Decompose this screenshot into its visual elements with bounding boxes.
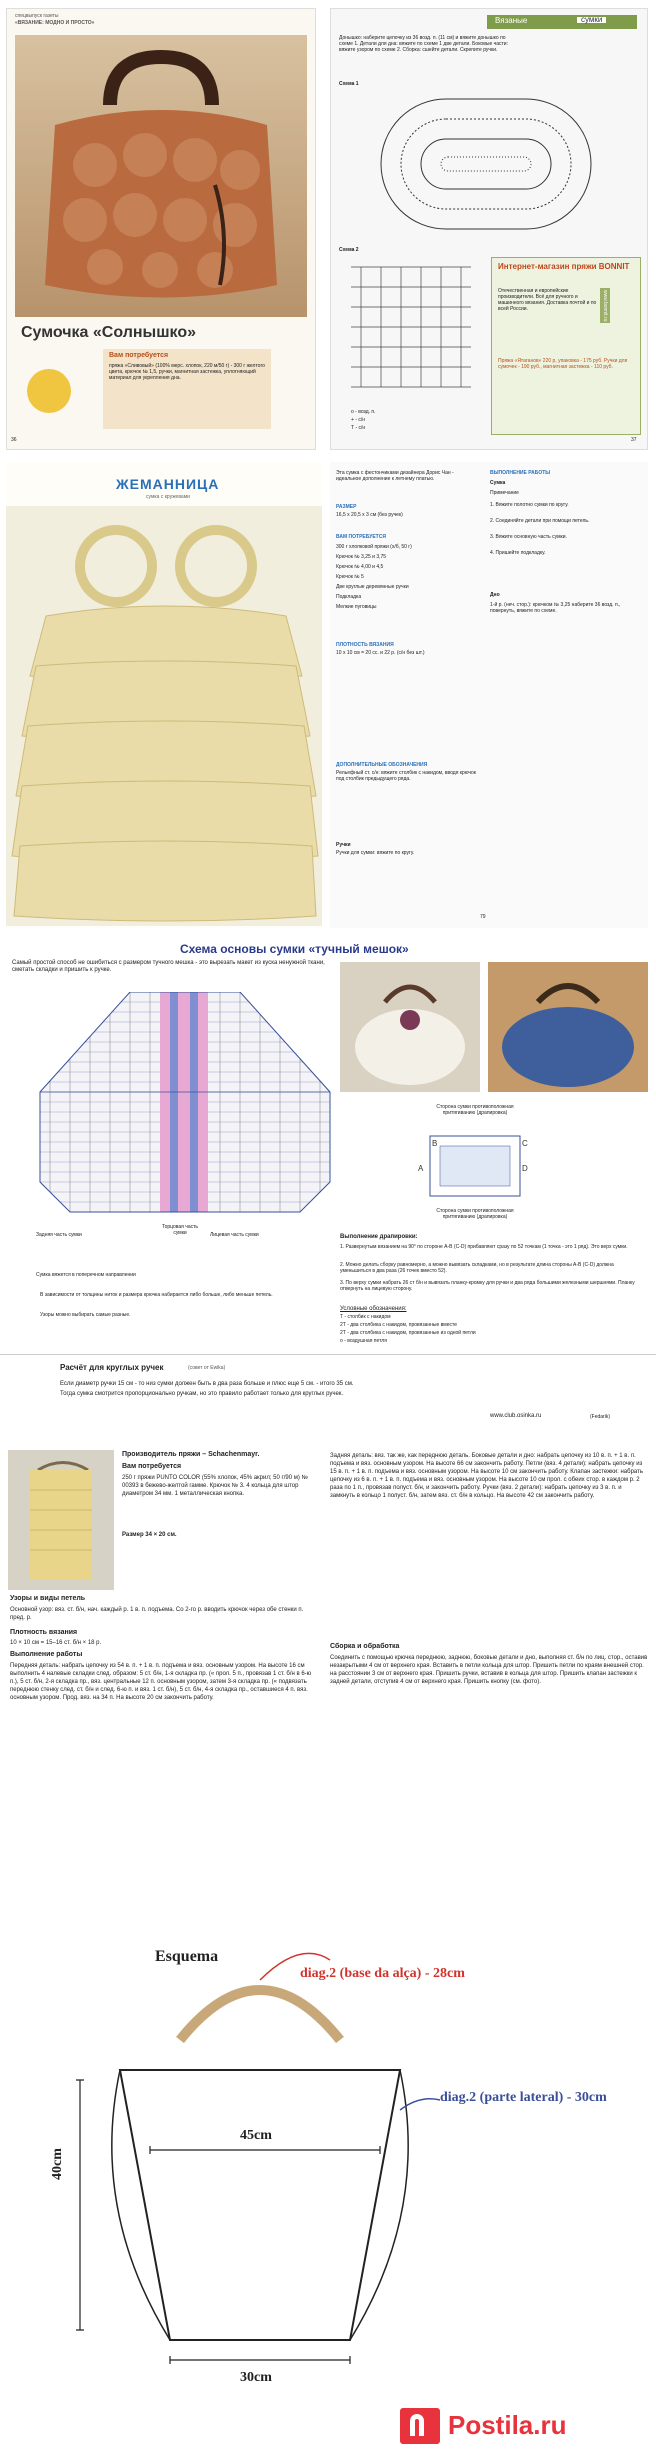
section-round-handles — [0, 1354, 656, 1447]
legend-heading: Условные обозначения: — [340, 1306, 407, 1312]
scheme1-diagram — [361, 89, 611, 239]
bonnit-ad — [491, 257, 641, 435]
section-badge — [487, 15, 637, 29]
postila-logo-icon — [410, 2414, 424, 2436]
legend-item: Т - столбик с накидом — [340, 1314, 391, 1320]
header-kicker: спецвыпуск газеты — [15, 13, 59, 19]
left-page — [6, 8, 316, 450]
left-page — [6, 462, 322, 928]
right-page — [330, 462, 648, 928]
instructions-text: Донышко: наберите цепочку из 36 возд. п. (11 см) и вяжите донышко по схеме 1. Детали для дна: вяжите по схеме 1 две детали. Боковые части: вяжите узором по схеме 2. Сборка: сшейте детали. Скрепите ручки. — [339, 35, 508, 53]
diag2-label: diag.2 (parte lateral) - 30cm — [440, 2090, 607, 2105]
legend-item: о - воздушная петля — [340, 1338, 387, 1344]
blue-bag-photo — [488, 962, 648, 1092]
page-title: Сумочка «Солнышко» — [21, 324, 197, 341]
badge-left: Вязаные — [495, 16, 528, 25]
ad-heading: Интернет-магазин пряжи BONNIT — [498, 262, 630, 271]
header-title: «ВЯЗАНИЕ: МОДНО И ПРОСТО» — [15, 20, 95, 26]
legend-item: 2Т - два столбика с накидом, провязанные вместе — [340, 1322, 458, 1328]
esquema-diagram — [0, 1880, 656, 2400]
dim-height: 40cm — [50, 2148, 65, 2180]
section-title: Схема основы сумки «тучный мешок» — [180, 942, 409, 956]
label-back: Задняя часть сумки — [36, 1232, 82, 1238]
ad-url[interactable]: www.bonnit.ru — [602, 290, 608, 322]
brand-subtitle: сумка с кружевами — [146, 494, 190, 500]
right-text: Задняя деталь: вяз. так же, как переднюю деталь. Боковые детали и дно: набрать цепочку из 10 в. п. + 1 в. п. подъема и вяз. основным узором. На высоте 66 см закончить работу. Петли (вяз. 4 детали): набрать цепочку из 15 в. п. + 1 в. п. подъема и вяз. основным узором. На высоте 10 см закончить работу. Клапан застежки: набрать цепочку из 6 в. п. + 1 в. п. подъема и вяз. основным узором. На высоте 10 см прол. с обеих стор. в каждом р. 2 раза по 1 п., провязав полуст. б/н, и закончить работу. Ручки (вяз. 2 детали): набрать цепочку из 3 в. п. и замкнуть в кольцо 1 полуст. б/н, затем вяз. ст. б/н в кольцо. На высоте 42 см закончить работу. — [330, 1453, 643, 1499]
materials-text: 250 г пряжи PUNTO COLOR (55% хлопок, 45% акрил; 50 г/90 м) № 00393 в бежево-желтой гамме. Крючок № 3. 4 кольца для штор диаметром 34 мм. 1 металлическая кнопка. — [122, 1475, 308, 1497]
bottom-text: 1-й р. (неч. стор.): крючком № 3,25 наберите 36 возд. п., повернуть, вяжите по схеме. — [490, 602, 621, 614]
tip-title: Расчёт для круглых ручек — [60, 1363, 164, 1372]
cream-bag-illustration — [6, 506, 322, 926]
section-zhemannitsa — [0, 458, 656, 936]
yellow-flower-decoration — [27, 369, 71, 413]
ad-text: Отечественная и европейские производители. Всё для ручного и машинного вязания. Доставка почтой и по всей России. — [498, 288, 597, 312]
work-heading: ВЫПОЛНЕНИЕ РАБОТЫ — [490, 470, 551, 476]
badge-right: сумки — [577, 17, 606, 23]
bag-base-diagram — [30, 992, 340, 1262]
dim-bottom: 30cm — [240, 2370, 272, 2385]
legend-list — [340, 1314, 640, 1350]
esquema-title: Esquema — [155, 1948, 219, 1965]
postila-logo-text[interactable]: Postila.ru — [448, 2410, 567, 2440]
drape-label-top: Сторона сумки противоположная притягиванию (драпировка) — [436, 1104, 514, 1116]
work-step: 4. Пришейте подкладку. — [490, 550, 546, 556]
pattern-heading: Узоры и виды петель — [10, 1595, 86, 1602]
orange-bag-illustration — [15, 35, 307, 317]
materials-box — [103, 349, 271, 429]
assembly-heading: Сборка и обработка — [330, 1643, 400, 1650]
work-step: 2. Можно делать сборку равномерно, а можно вывязать складками, но в результате длина стороны A-B (C-D) должна уменьшиться в два раза (26 точек вместо 52). — [340, 1262, 614, 1274]
extra-text: Рельефный ст. с/н: вяжите столбик с накидом, вводя крючок под столбик предыдущего ряда. — [336, 770, 476, 782]
materials-heading: Вам потребуется — [122, 1463, 182, 1470]
right-page — [330, 8, 648, 450]
material-item: Две круглые деревянные ручки — [336, 584, 409, 590]
scheme1-label: Схема 1 — [339, 81, 359, 87]
diag1-label: diag.2 (base da alça) - 28cm — [300, 1966, 465, 1981]
work-step: 1. Вяжите полотно сумки по кругу. — [490, 502, 569, 508]
tip-title-note: (совет от Ewika) — [188, 1365, 226, 1371]
density-heading: ПЛОТНОСТЬ ВЯЗАНИЯ — [336, 642, 394, 648]
blue-bag-illustration — [488, 962, 648, 1092]
legend-item: о - возд. п. — [351, 409, 376, 415]
materials-heading: ВАМ ПОТРЕБУЕТСЯ — [336, 534, 386, 540]
note2: Узоры можно выбирать самые разные. — [40, 1312, 131, 1318]
ad-price: Пряжа «Ятаганов» 220 р, упаковка - 175 руб. Ручки для сумочек - 190 руб., магнитная застежка - 110 руб. — [498, 358, 628, 370]
svg-text:D: D — [522, 1164, 528, 1173]
work-step: 2. Соединяйте детали при помощи петель. — [490, 518, 590, 524]
section-esquema — [0, 1880, 656, 2454]
material-item: Мелкие пуговицы — [336, 604, 377, 610]
note1: В зависимости от толщины ниток и размера крючка набирается либо больше, либо меньше петель. — [40, 1292, 273, 1298]
white-bag-illustration — [340, 962, 480, 1092]
cream-bag-photo — [6, 506, 322, 926]
handles-heading: Ручки — [336, 842, 351, 848]
size-heading: РАЗМЕР — [336, 504, 357, 510]
label-knit: Сумка вяжется в поперечном направлении — [36, 1272, 136, 1278]
materials-list — [336, 544, 476, 634]
work-steps — [340, 1244, 640, 1304]
density-text: 10 х 10 см = 20 сс. и 22 р. (с/н без шт.) — [336, 650, 425, 656]
section-schachenmayr — [0, 1446, 656, 1880]
legend-box — [351, 409, 451, 439]
scheme2-diagram — [341, 257, 481, 407]
tip-author: (Fedarik) — [590, 1414, 611, 1420]
tip-source[interactable]: www.club.osinka.ru — [490, 1413, 542, 1419]
material-item: Крючок № 4,00 и 4,5 — [336, 564, 384, 570]
work-step: 1. Развернутым вязанием на 90° по стороне A-B (C-D) прибавляют сразу по 52 точкам (1 точка - это 1 ряд). Это верх сумки. — [340, 1244, 628, 1250]
postila-logo-box[interactable] — [400, 2408, 440, 2444]
tip-line2: Тогда сумка смотрится пропорционально ручкам, но это правило работает только для круглых ручек. — [60, 1391, 344, 1397]
intro-text: Самый простой способ не ошибиться с размером тучного мешка - это вырезать макет из куска ненужной ткани, сметать складки и пришить к ручке. — [12, 960, 325, 973]
white-bag-photo — [340, 962, 480, 1092]
legend-item: Т - с/н — [351, 425, 366, 431]
work-step: 3. Вяжите основную часть сумки. — [490, 534, 567, 540]
work-note: Примечание — [490, 490, 519, 496]
section-tuchny-meshok — [0, 936, 656, 1354]
work-steps — [490, 502, 640, 582]
work-text: Передняя деталь: набрать цепочку из 54 в. п. + 1 в. п. подъема и вяз. основным узором. На высоте 16 см выполнить 4 налевые складки след. образом: 5 ст. б/н, 1-я складка пр. (« прол. 5 п., провязав 1 ст. б/н в 6-ю п.), 5 ст. б/н, 2-я складка пр., вяз. центральные 12 п. основным узором, затем 3-я складка пр. (« подвязать переднюю стенку след. ст. б/н и след. 6-ю п. и вяз. 1 ст. б/н), 5 ст. б/н, 4-я складка пр., оставшиеся 4 п. вяз. основным узором. Прод. вяз. на 34 п. На высоте 20 см закончить работу. — [10, 1663, 312, 1701]
svg-text:A: A — [418, 1164, 424, 1173]
section-solnyshko-spread — [0, 0, 656, 458]
work-step: 3. По верху сумки набрать 26 ст б/н и вывязать планку-кромку для ручки и два ряда большими железными шершнями. Планку отвернуть на лицевую сторону. — [340, 1280, 635, 1292]
legend-item: 2Т - два столбика с накидом, провязанные из одной петли — [340, 1330, 476, 1336]
material-item: 300 г хлопковой пряжи (х/б, 50 г) — [336, 544, 412, 550]
bottom-heading: Дно — [490, 592, 500, 598]
drape-diagram — [410, 1126, 540, 1206]
size-text: Размер 34 × 20 см. — [122, 1532, 177, 1538]
page-number-left: 36 — [11, 437, 17, 443]
work-sub: Сумка — [490, 480, 506, 486]
extra-heading: ДОПОЛНИТЕЛЬНЫЕ ОБОЗНАЧЕНИЯ — [336, 762, 428, 768]
work-heading: Выполнение работы — [10, 1651, 83, 1658]
dim-top: 45cm — [240, 2128, 272, 2143]
drape-label-bottom: Сторона сумки противоположная притягиванию (драпировка) — [436, 1208, 514, 1220]
materials-text: пряжа «Сливовый» (100% мерс. хлопок, 220 м/50 г) - 300 г желтого цвета, крючок № 1,5, ручки, магнитная застежка, уплотняющий материал для укрепления дна. — [109, 363, 265, 381]
svg-text:C: C — [522, 1139, 528, 1148]
producer: Производитель пряжи – Schachenmayr. — [122, 1451, 260, 1458]
orange-bag-photo — [15, 35, 307, 317]
materials-heading: Вам потребуется — [109, 352, 169, 359]
work-heading: Выполнение драпировки: — [340, 1234, 418, 1240]
tip-line1: Если диаметр ручки 15 см - то низ сумки должен быть в два раза больше и плюс еще 5 см. - итого 35 см. — [60, 1381, 354, 1387]
material-item: Крючок № 5 — [336, 574, 364, 580]
page-number: 79 — [480, 914, 486, 920]
svg-text:B: B — [432, 1139, 438, 1148]
scheme2-label: Схема 2 — [339, 247, 359, 253]
pattern-text: Основной узор: вяз. ст. б/н, нач. каждый р. 1 в. п. подъема. Со 2-го р. вводить крючок через обе стенки п. пред. р. — [10, 1607, 304, 1621]
model-illustration — [8, 1450, 114, 1590]
density-text: 10 × 10 см = 15–16 ст. б/н × 18 р. — [10, 1640, 102, 1646]
intro-text: Эта сумка с фестончиками дизайнера Дорис Чан - идеальное дополнение к летнему платью. — [336, 470, 454, 482]
label-side: Торцовая часть сумки — [161, 1224, 199, 1236]
density-heading: Плотность вязания — [10, 1629, 78, 1636]
size-text: 16,5 х 20,5 х 3 см (без ручек) — [336, 512, 403, 518]
handles-text: Ручки для сумки: вяжите по кругу. — [336, 850, 415, 856]
assembly-text: Соединить с помощью крючка переднюю, заднюю, боковые детали и дно, выполняя ст. б/н по лиц. стор., оставив незакрытыми 4 см от верхнего края. Вставить в петли кольца для штор. Пришить петли по краям внешней стор. на расстоянии 3 см от верхнего края. Пришить ручки, вставив в кольца для штор. Пришить клапан застежки к задней детали, отступив 4 см от верхнего края. Пришить кнопку (см. фото). — [330, 1655, 648, 1685]
brand-title: ЖЕМАННИЦА — [116, 476, 220, 492]
material-item: Подкладка — [336, 594, 362, 600]
model-photo — [8, 1450, 114, 1590]
legend-item: + - с/н — [351, 417, 366, 423]
page-number-right: 37 — [631, 437, 637, 443]
label-front: Лицевая часть сумки — [210, 1232, 259, 1238]
material-item: Крючок № 3,25 и 3,75 — [336, 554, 387, 560]
